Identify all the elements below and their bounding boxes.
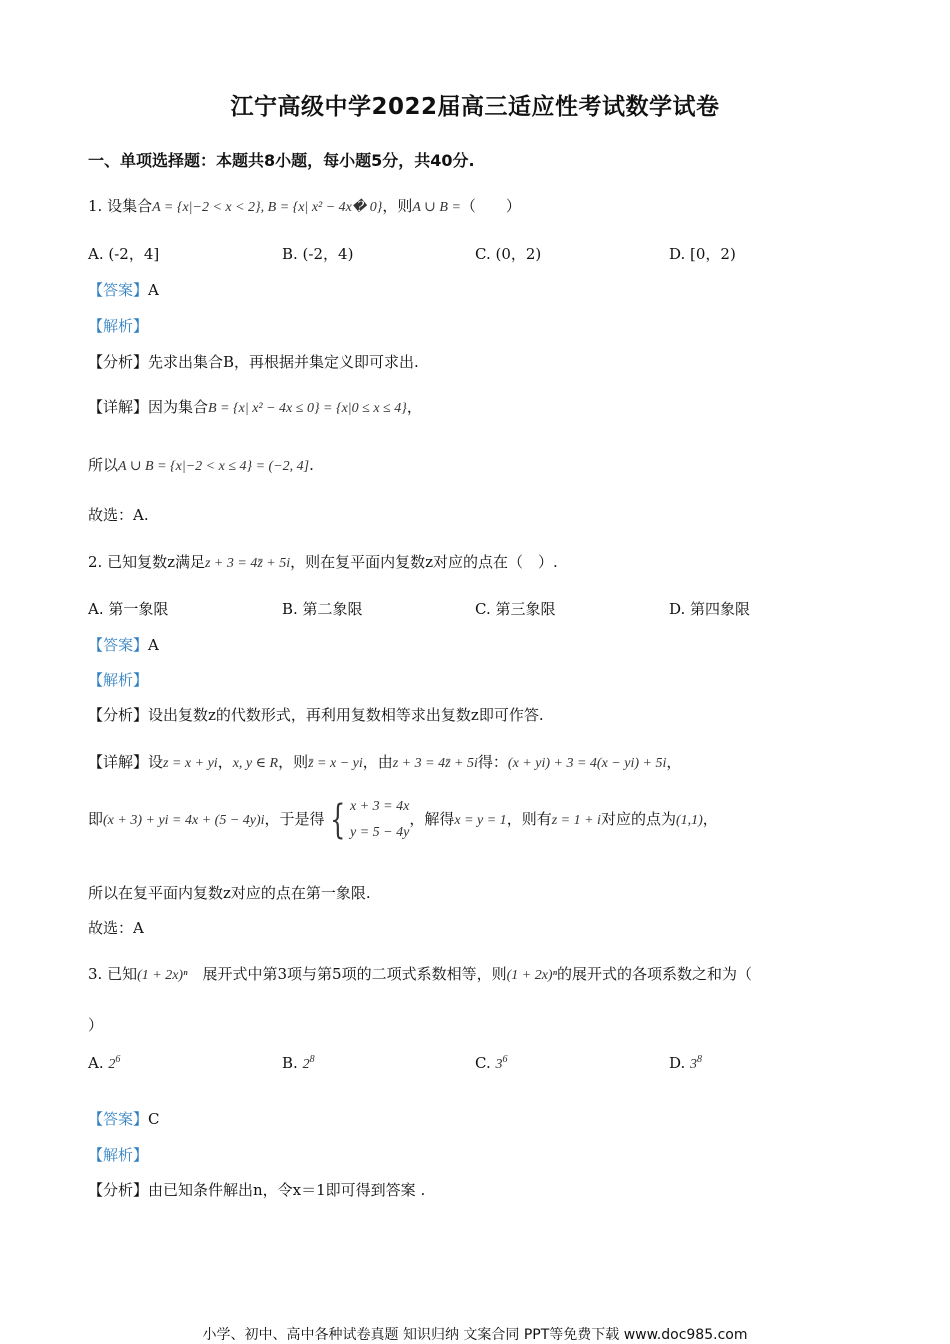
q2-detail <box>88 751 681 772</box>
q2-options <box>0 598 950 618</box>
option-letter: C. <box>475 1054 491 1072</box>
q3-option-c <box>475 1054 508 1073</box>
q2-analysis-text: 设出复数z的代数形式，再利用复数相等求出复数z即可作答. <box>148 706 544 724</box>
q1-detail <box>88 396 422 417</box>
q2-ji-formula: (x + 3) + yi = 4x + (5 − 4y)i <box>103 813 265 828</box>
q2-equation-system <box>350 794 409 846</box>
q1-detail-formula: B = {x| x² − 4x ≤ 0} = {x|0 ≤ x ≤ 4} <box>208 401 407 416</box>
q1-formula: A = {x|−2 < x < 2}, B = {x| x² − 4x� 0} <box>152 200 383 215</box>
q1-stem <box>88 195 521 216</box>
q2-ji-formula: (1,1) <box>675 813 703 828</box>
q2-detail-text: ， <box>666 753 682 771</box>
q2-detail-formula: (x + yi) + 3 = 4(x − yi) + 5i <box>507 756 667 771</box>
section-heading: 一、单项选择题：本题共8小题，每小题5分，共40分. <box>88 151 475 170</box>
q2-analysis <box>88 704 544 725</box>
q2-ji-formula: z = 1 + i <box>551 813 601 828</box>
explain-label: 【解析】 <box>88 671 149 689</box>
option-exponent: 6 <box>115 1054 121 1065</box>
option-exponent: 6 <box>502 1054 508 1065</box>
q2-detail-formula: z = x + yi <box>163 756 218 771</box>
detail-label: 【详解】 <box>88 398 149 416</box>
left-brace-icon: { <box>329 797 345 843</box>
q3-formula: (1 + 2x)ⁿ <box>137 968 188 983</box>
q3-explain <box>88 1144 148 1165</box>
detail-label: 【详解】 <box>88 753 149 771</box>
q2-stem <box>88 551 558 572</box>
q2-option-c: C. 第三象限 <box>475 600 556 618</box>
q2-detail-text: ， <box>217 753 233 771</box>
q1-so-formula: A ∪ B = {x|−2 < x ≤ 4} = (−2, 4] <box>118 459 310 474</box>
q2-ji-text: 对应的点为 <box>600 810 676 828</box>
answer-label: 【答案】 <box>88 636 149 654</box>
q3-options <box>0 1054 950 1080</box>
answer-label: 【答案】 <box>88 1110 149 1128</box>
q3-option-a <box>88 1054 120 1073</box>
q2-answer <box>88 634 159 655</box>
explain-label: 【解析】 <box>88 1146 149 1164</box>
q2-detail-text: 得： <box>477 753 508 771</box>
q2-ji <box>88 794 718 846</box>
q1-prefix: 1. 设集合 <box>88 197 153 215</box>
q1-answer-value: A <box>148 281 159 299</box>
q3-answer <box>88 1108 160 1129</box>
option-letter: A. <box>88 1054 104 1072</box>
q1-option-b: B. (-2，4) <box>282 245 354 263</box>
option-exponent: 8 <box>309 1054 315 1065</box>
q1-suffix: ，则 <box>382 197 413 215</box>
q1-so-suffix: . <box>309 456 314 474</box>
q2-answer-value: A <box>148 636 159 654</box>
q2-system-eq2: y = 5 − 4y <box>350 825 410 840</box>
q3-option-b <box>282 1054 315 1073</box>
option-letter: D. <box>669 1054 686 1072</box>
q2-ji-text: ， <box>702 810 718 828</box>
analysis-label: 【分析】 <box>88 706 149 724</box>
q1-so-prefix: 所以 <box>88 456 119 474</box>
analysis-label: 【分析】 <box>88 1181 149 1199</box>
q1-detail-suffix: ， <box>406 398 422 416</box>
q1-options <box>0 243 950 263</box>
q3-suffix: 的展开式的各项系数之和为（ <box>557 965 753 983</box>
q2-option-a: A. 第一象限 <box>88 600 169 618</box>
q3-analysis <box>88 1179 425 1200</box>
q3-prefix: 3. 已知 <box>88 965 138 983</box>
page-title: 江宁高级中学2022届高三适应性考试数学试卷 <box>230 94 720 120</box>
q2-detail-formula: z̄ = x − yi <box>308 756 363 771</box>
q3-option-d <box>669 1054 702 1073</box>
option-exponent: 8 <box>697 1054 703 1065</box>
q2-detail-text: 设 <box>148 753 164 771</box>
q3-formula: (1 + 2x)ⁿ <box>506 968 557 983</box>
q1-option-c: C. (0，2) <box>475 245 542 263</box>
q2-detail-formula: x, y ∈ R <box>232 756 279 771</box>
q2-choose: 故选：A <box>88 919 144 937</box>
q1-choose: 故选：A. <box>88 506 149 524</box>
q2-prefix: 2. 已知复数z满足 <box>88 553 205 571</box>
q2-detail-text: ，则 <box>278 753 309 771</box>
q2-system-eq1: x + 3 = 4x <box>350 799 410 814</box>
q2-ji-text: ，解得 <box>409 810 455 828</box>
q1-explain <box>88 315 148 336</box>
q1-formula2: A ∪ B = <box>412 200 461 215</box>
q2-ji-text: ，于是得 <box>264 810 325 828</box>
q2-ji-text: 即 <box>88 810 104 828</box>
explain-label: 【解析】 <box>88 317 149 335</box>
q1-so <box>88 454 314 475</box>
option-base: 2 <box>108 1057 116 1072</box>
footer-text: 小学、初中、高中各种试卷真题 知识归纳 文案合同 PPT等免费下载 www.doc985.com <box>202 1327 748 1343</box>
q3-answer-value: C <box>148 1110 160 1128</box>
q3-analysis-text: 由已知条件解出n，令x＝1即可得到答案 . <box>148 1181 426 1199</box>
option-base: 3 <box>690 1057 698 1072</box>
q1-analysis-text: 先求出集合B，再根据并集定义即可求出. <box>148 353 419 371</box>
q3-mid: 展开式中第3项与第5项的二项式系数相等，则 <box>187 965 507 983</box>
option-base: 3 <box>495 1057 503 1072</box>
q1-paren: （ ） <box>460 197 521 215</box>
analysis-label: 【分析】 <box>88 353 149 371</box>
q2-option-d: D. 第四象限 <box>669 600 751 618</box>
option-letter: B. <box>282 1054 298 1072</box>
q1-option-d: D. [0，2) <box>669 245 736 263</box>
q1-detail-prefix: 因为集合 <box>148 398 209 416</box>
q3-stem <box>88 963 752 984</box>
q1-analysis <box>88 351 419 372</box>
answer-label: 【答案】 <box>88 281 149 299</box>
q2-detail-text: ，由 <box>362 753 393 771</box>
q2-option-b: B. 第二象限 <box>282 600 363 618</box>
q2-conclusion: 所以在复平面内复数z对应的点在第一象限. <box>88 884 371 902</box>
option-base: 2 <box>302 1057 310 1072</box>
q2-detail-formula: z + 3 = 4z̄ + 5i <box>392 756 478 771</box>
q1-answer <box>88 279 159 300</box>
q3-close-paren: ） <box>88 1016 104 1034</box>
q2-explain <box>88 669 148 690</box>
q2-suffix: ，则在复平面内复数z对应的点在（ ）. <box>290 553 558 571</box>
q2-formula: z + 3 = 4z̄ + 5i <box>204 556 291 571</box>
q2-ji-text: ，则有 <box>506 810 552 828</box>
q1-option-a: A. (-2，4] <box>88 245 160 263</box>
q2-ji-formula: x = y = 1 <box>454 813 507 828</box>
